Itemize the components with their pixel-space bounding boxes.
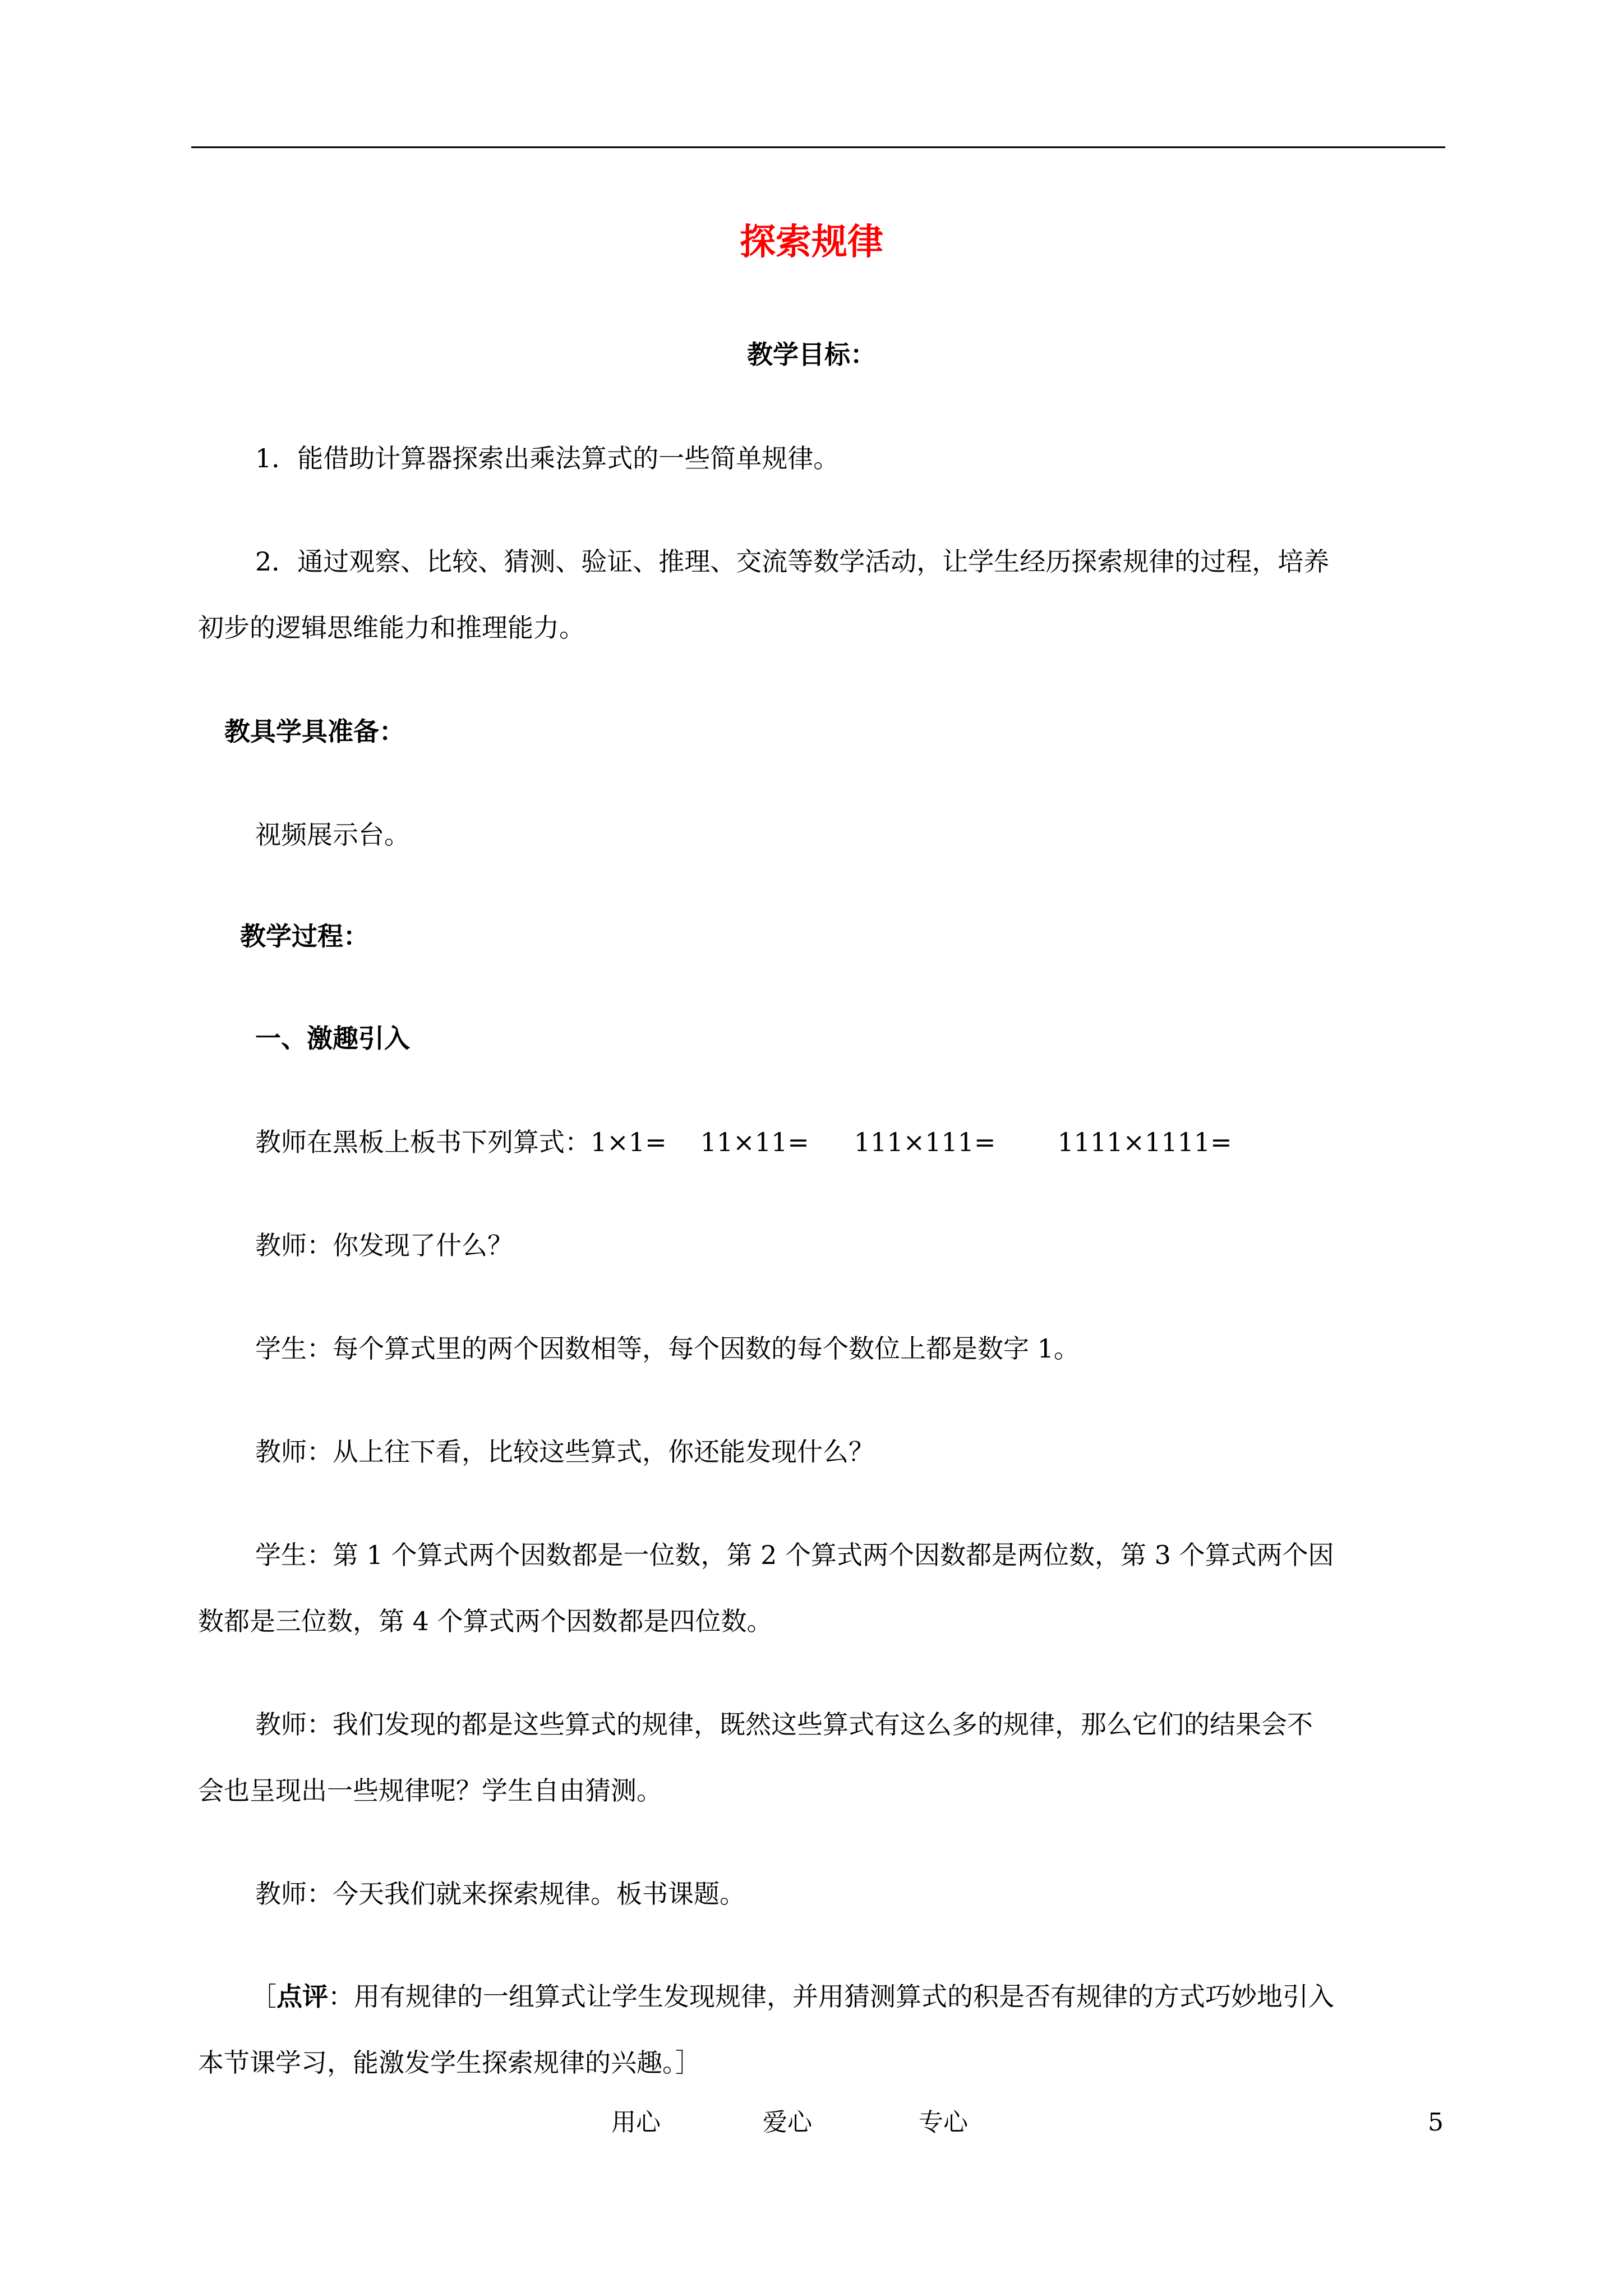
dialogue-6: 教师：今天我们就来探索规律。板书课题。 [255,1879,745,1909]
formula-2: 11×11= [700,1127,809,1157]
formula-3: 111×111= [854,1127,996,1157]
materials-heading: 教具学具准备： [224,716,405,747]
process-heading: 教学过程： [240,921,369,951]
dialogue-5-line-1: 教师：我们发现的都是这些算式的规律，既然这些算式有这么多的规律，那么它们的结果会不 [255,1709,1313,1740]
section-1-heading: 一、激趣引入 [255,1023,410,1053]
page-title: 探索规律 [740,222,883,263]
header-rule [191,146,1445,148]
objectives-heading: 教学目标： [747,339,876,370]
formula-4: 1111×1111= [1057,1127,1232,1157]
formula-1: 1×1= [591,1127,667,1157]
dialogue-3: 教师：从上往下看，比较这些算式，你还能发现什么？ [255,1437,874,1467]
footer-item-1: 用心 [611,2108,661,2137]
footer-item-2: 爱心 [763,2108,812,2137]
dialogue-5-line-2: 会也呈现出一些规律呢？学生自由猜测。 [198,1775,662,1806]
comment-line-2: 本节课学习，能激发学生探索规律的兴趣。］ [198,2047,701,2078]
comment-open-bracket: ［ [251,1981,276,2012]
comment-line-1 [251,1980,1334,2013]
objective-2-line-1: 2．通过观察、比较、猜测、验证、推理、交流等数学活动，让学生经历探索规律的过程，培养 [255,546,1330,577]
objective-2-line-2: 初步的逻辑思维能力和推理能力。 [198,613,585,643]
board-intro: 教师在黑板上板书下列算式： [255,1127,591,1157]
dialogue-1: 教师：你发现了什么？ [255,1230,513,1260]
materials-text: 视频展示台。 [255,820,410,850]
board-formulas-line [255,1126,1232,1158]
dialogue-2: 学生：每个算式里的两个因数相等，每个因数的每个数位上都是数字 1。 [255,1333,1080,1364]
page-number: 5 [1428,2108,1444,2137]
footer-item-3: 专心 [919,2108,968,2137]
objective-1: 1．能借助计算器探索出乘法算式的一些简单规律。 [255,443,840,473]
dialogue-4-line-1: 学生：第 1 个算式两个因数都是一位数，第 2 个算式两个因数都是两位数，第 3 个算式两个因 [255,1540,1334,1570]
comment-line-1-text: ：用有规律的一组算式让学生发现规律，并用猜测算式的积是否有规律的方式巧妙地引入 [328,1981,1334,2012]
comment-label: 点评 [276,1981,328,2012]
dialogue-4-line-2: 数都是三位数，第 4 个算式两个因数都是四位数。 [198,1606,773,1636]
